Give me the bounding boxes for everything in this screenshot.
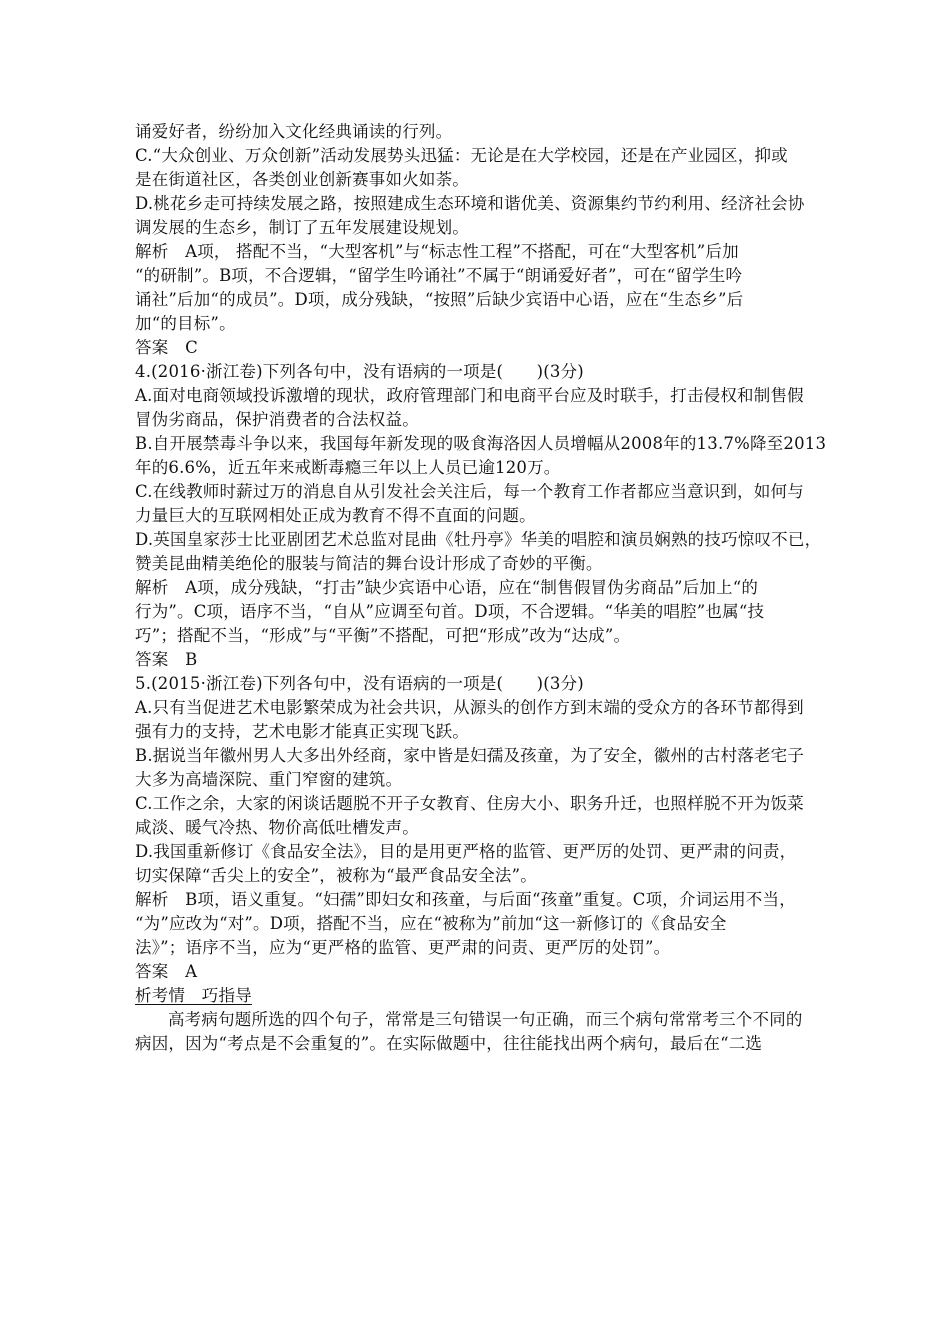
- paragraph-line: 病因，因为“考点是不会重复的”。在实际做题中，往往能找出两个病句，最后在“二选: [135, 1034, 763, 1053]
- question-title: 5.(2015·浙江卷)下列各句中，没有语病的一项是( )(3分): [135, 674, 584, 693]
- section-heading: [135, 984, 820, 1008]
- text-line: D.桃花乡走可持续发展之路，按照建成生态环境和谐优美、资源集约节约利用、经济社会协: [135, 194, 805, 213]
- text-line: A.只有当促进艺术电影繁荣成为社会共识，从源头的创作方到末端的受众方的各环节都得到: [135, 698, 804, 717]
- text-line: C.工作之余，大家的闲谈话题脱不开子女教育、住房大小、职务升迁，也照样脱不开为饭菜: [135, 794, 804, 813]
- text-line: D.英国皇家莎士比亚剧团艺术总监对昆曲《牡丹亭》华美的唱腔和演员娴熟的技巧惊叹不已，: [135, 530, 822, 549]
- text-line: 赞美昆曲精美绝伦的服装与简洁的舞台设计形成了奇妙的平衡。: [135, 554, 603, 573]
- text-line: 冒伪劣商品，保护消费者的合法权益。: [135, 410, 419, 429]
- text-line: A.面对电商领域投诉激增的现状，政府管理部门和电商平台应及时联手，打击侵权和制售假: [135, 386, 804, 405]
- paragraph-line: 高考病句题所选的四个句子，常常是三句错误一句正确，而三个病句常常考三个不同的: [168, 1010, 803, 1029]
- answer-line: 答案 B: [135, 650, 198, 669]
- text-line: 调发展的生态乡，制订了五年发展建设规划。: [135, 218, 469, 237]
- text-line: 解析 B项，语义重复。“妇孺”即妇女和孩童，与后面“孩童”重复。C项，介词运用不当，: [135, 890, 796, 909]
- answer-line: 答案 C: [135, 338, 198, 357]
- text-line: 解析 A项， 搭配不当，“大型客机”与“标志性工程”不搭配，可在“大型客机”后加: [135, 242, 739, 261]
- question-title: 4.(2016·浙江卷)下列各句中，没有语病的一项是( )(3分): [135, 362, 584, 381]
- text-line: “为”应改为“对”。D项，搭配不当，应在“被称为”前加“这一新修订的《食品安全: [135, 914, 727, 933]
- text-line: C.“大众创业、万众创新”活动发展势头迅猛：无论是在大学校园，还是在产业园区，抑或: [135, 146, 788, 165]
- text-line: 诵社”后加“的成员”。D项，成分残缺，“按照”后缺少宾语中心语，应在“生态乡”后: [135, 290, 744, 309]
- text-line: C.在线教师时薪过万的消息自从引发社会关注后，每一个教育工作者都应当意识到，如何与: [135, 482, 804, 501]
- text-line: 是在街道社区，各类创业创新赛事如火如荼。: [135, 170, 469, 189]
- text-line: B.据说当年徽州男人大多出外经商，家中皆是妇孺及孩童，为了安全，徽州的古村落老宅子: [135, 746, 805, 765]
- text-line: 大多为高墙深院、重门窄窗的建筑。: [135, 770, 403, 789]
- text-line: 解析 A项，成分残缺，“打击”缺少宾语中心语，应在“制售假冒伪劣商品”后加上“的: [135, 578, 759, 597]
- text-line: 强有力的支持，艺术电影才能真正实现飞跃。: [135, 722, 469, 741]
- document-body: [135, 120, 827, 1056]
- answer-line: 答案 A: [135, 962, 198, 981]
- text-line: 力量巨大的互联网相处正成为教育不得不直面的问题。: [135, 506, 536, 525]
- text-line: 行为”。C项，语序不当，“自从”应调至句首。D项，不合逻辑。“华美的唱腔”也属“技: [135, 602, 765, 621]
- text-line: 巧”；搭配不当，“形成”与“平衡”不搭配，可把“形成”改为“达成”。: [135, 626, 631, 645]
- text-line: B.自开展禁毒斗争以来，我国每年新发现的吸食海洛因人员增幅从2008年的13.7%降至2013: [135, 434, 827, 453]
- text-line: 法》”；语序不当，应为“更严格的监管、更严肃的问责、更严厉的处罚”。: [135, 938, 671, 957]
- section-heading-text: 析考情 巧指导: [135, 986, 252, 1005]
- text-line: D.我国重新修订《食品安全法》，目的是用更严格的监管、更严厉的处罚、更严肃的问责，: [135, 842, 797, 861]
- text-line: 年的6.6%，近五年来戒断毒瘾三年以上人员已逾120万。: [135, 458, 561, 477]
- text-line: “的研制”。B项，不合逻辑，“留学生吟诵社”不属于“朗诵爱好者”，可在“留学生吟: [135, 266, 743, 285]
- text-line: 加“的目标”。: [135, 314, 236, 333]
- text-line: 咸淡、暖气冷热、物价高低吐槽发声。: [135, 818, 419, 837]
- text-line: 切实保障“舌尖上的安全”，被称为“最严食品安全法”。: [135, 866, 537, 885]
- text-line: 诵爱好者，纷纷加入文化经典诵读的行列。: [135, 122, 453, 141]
